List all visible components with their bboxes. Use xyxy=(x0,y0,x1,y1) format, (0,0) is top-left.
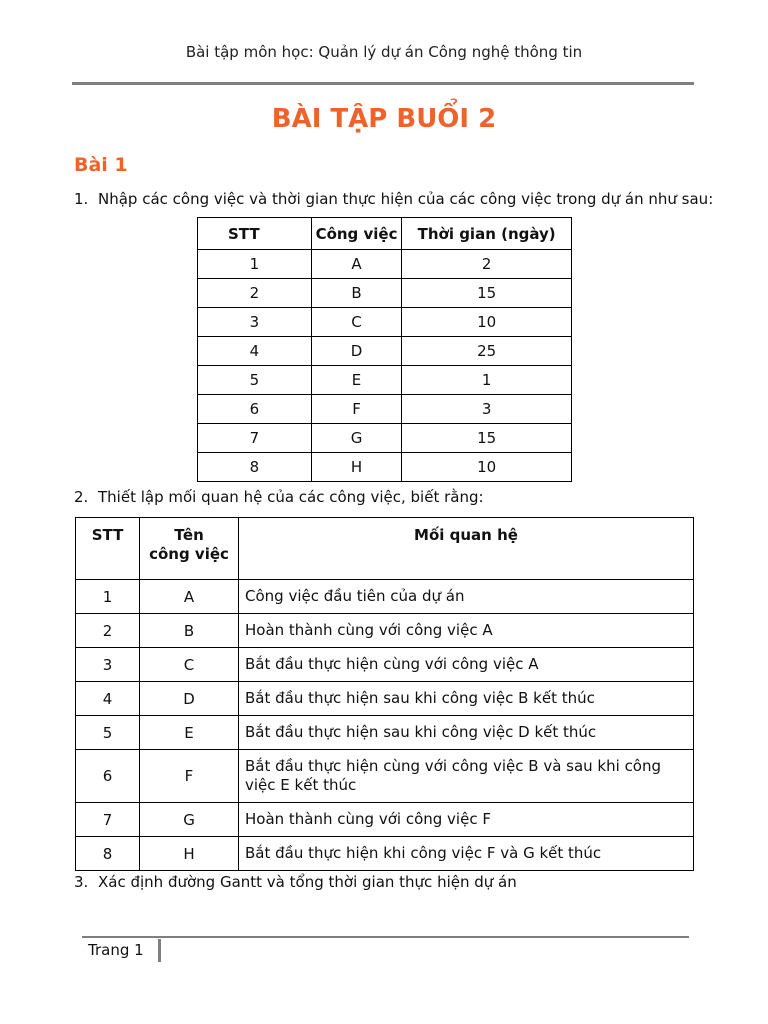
column-header-task: Công việc xyxy=(311,218,402,250)
footer-divider xyxy=(158,939,161,962)
step-text: Thiết lập mối quan hệ của các công việc, biết rằng: xyxy=(98,488,484,506)
task-duration-table xyxy=(197,217,572,482)
cell-relationship: Hoàn thành cùng với công việc F xyxy=(239,803,694,837)
table-row xyxy=(76,614,694,648)
cell-stt: 2 xyxy=(76,614,140,648)
cell-task: F xyxy=(140,750,239,803)
table-row xyxy=(76,682,694,716)
column-header-task-name xyxy=(140,518,239,580)
cell-task: B xyxy=(311,279,402,308)
cell-relationship: Hoàn thành cùng với công việc A xyxy=(239,614,694,648)
table-row xyxy=(76,648,694,682)
table-row xyxy=(198,250,572,279)
cell-stt: 1 xyxy=(76,580,140,614)
step-3 xyxy=(74,873,517,891)
table-row xyxy=(76,837,694,871)
cell-duration: 2 xyxy=(402,250,572,279)
cell-task: B xyxy=(140,614,239,648)
cell-stt: 6 xyxy=(76,750,140,803)
table-row xyxy=(76,716,694,750)
step-number: 2. xyxy=(74,488,89,506)
cell-stt: 3 xyxy=(198,308,312,337)
table-row xyxy=(198,337,572,366)
cell-task: C xyxy=(311,308,402,337)
cell-stt: 5 xyxy=(198,366,312,395)
step-text: Xác định đường Gantt và tổng thời gian thực hiện dự án xyxy=(98,873,517,891)
document-title: BÀI TẬP BUỔI 2 xyxy=(271,104,497,134)
cell-task: D xyxy=(140,682,239,716)
column-header-stt: STT xyxy=(76,518,140,580)
cell-duration: 10 xyxy=(402,453,572,482)
footer-rule xyxy=(82,936,689,938)
step-number: 3. xyxy=(74,873,89,891)
cell-stt: 8 xyxy=(76,837,140,871)
cell-relationship: Bắt đầu thực hiện khi công việc F và G kết thúc xyxy=(239,837,694,871)
cell-stt: 7 xyxy=(76,803,140,837)
cell-relationship: Bắt đầu thực hiện sau khi công việc B kết thúc xyxy=(239,682,694,716)
step-text: Nhập các công việc và thời gian thực hiện của các công việc trong dự án như sau: xyxy=(98,190,714,208)
cell-stt: 2 xyxy=(198,279,312,308)
table-row xyxy=(198,308,572,337)
section-heading: Bài 1 xyxy=(74,154,128,176)
cell-duration: 10 xyxy=(402,308,572,337)
step-2 xyxy=(74,488,484,506)
page-header: Bài tập môn học: Quản lý dự án Công nghệ thông tin xyxy=(185,43,583,61)
cell-task: A xyxy=(311,250,402,279)
column-header-relationship: Mối quan hệ xyxy=(239,518,694,580)
cell-task: E xyxy=(140,716,239,750)
cell-stt: 7 xyxy=(198,424,312,453)
cell-task: F xyxy=(311,395,402,424)
cell-task: C xyxy=(140,648,239,682)
table-row xyxy=(198,279,572,308)
cell-task: E xyxy=(311,366,402,395)
table-row xyxy=(76,580,694,614)
cell-duration: 3 xyxy=(402,395,572,424)
step-1 xyxy=(74,190,713,208)
cell-relationship: Công việc đầu tiên của dự án xyxy=(239,580,694,614)
cell-duration: 1 xyxy=(402,366,572,395)
cell-task: D xyxy=(311,337,402,366)
task-relationship-table xyxy=(75,517,694,871)
cell-stt: 4 xyxy=(198,337,312,366)
cell-relationship: Bắt đầu thực hiện sau khi công việc D kết thúc xyxy=(239,716,694,750)
cell-stt: 5 xyxy=(76,716,140,750)
table-row xyxy=(76,750,694,803)
step-number: 1. xyxy=(74,190,89,208)
table-row xyxy=(198,366,572,395)
page-number: Trang 1 xyxy=(88,941,144,959)
cell-duration: 15 xyxy=(402,279,572,308)
cell-duration: 25 xyxy=(402,337,572,366)
column-header-stt: STT xyxy=(198,218,312,250)
cell-relationship: Bắt đầu thực hiện cùng với công việc A xyxy=(239,648,694,682)
table-header-row xyxy=(198,218,572,250)
table-row xyxy=(198,453,572,482)
cell-relationship: Bắt đầu thực hiện cùng với công việc B và sau khi công việc E kết thúc xyxy=(239,750,694,803)
cell-stt: 3 xyxy=(76,648,140,682)
cell-stt: 1 xyxy=(198,250,312,279)
cell-stt: 4 xyxy=(76,682,140,716)
cell-duration: 15 xyxy=(402,424,572,453)
cell-stt: 8 xyxy=(198,453,312,482)
cell-task: G xyxy=(311,424,402,453)
header-rule xyxy=(72,82,694,85)
table-row xyxy=(76,803,694,837)
cell-task: H xyxy=(311,453,402,482)
table-header-row xyxy=(76,518,694,580)
cell-task: A xyxy=(140,580,239,614)
header-line-1: Tên xyxy=(174,526,204,544)
header-line-2: công việc xyxy=(149,545,229,563)
column-header-duration: Thời gian (ngày) xyxy=(402,218,572,250)
cell-task: G xyxy=(140,803,239,837)
cell-task: H xyxy=(140,837,239,871)
cell-stt: 6 xyxy=(198,395,312,424)
table-row xyxy=(198,424,572,453)
table-row xyxy=(198,395,572,424)
